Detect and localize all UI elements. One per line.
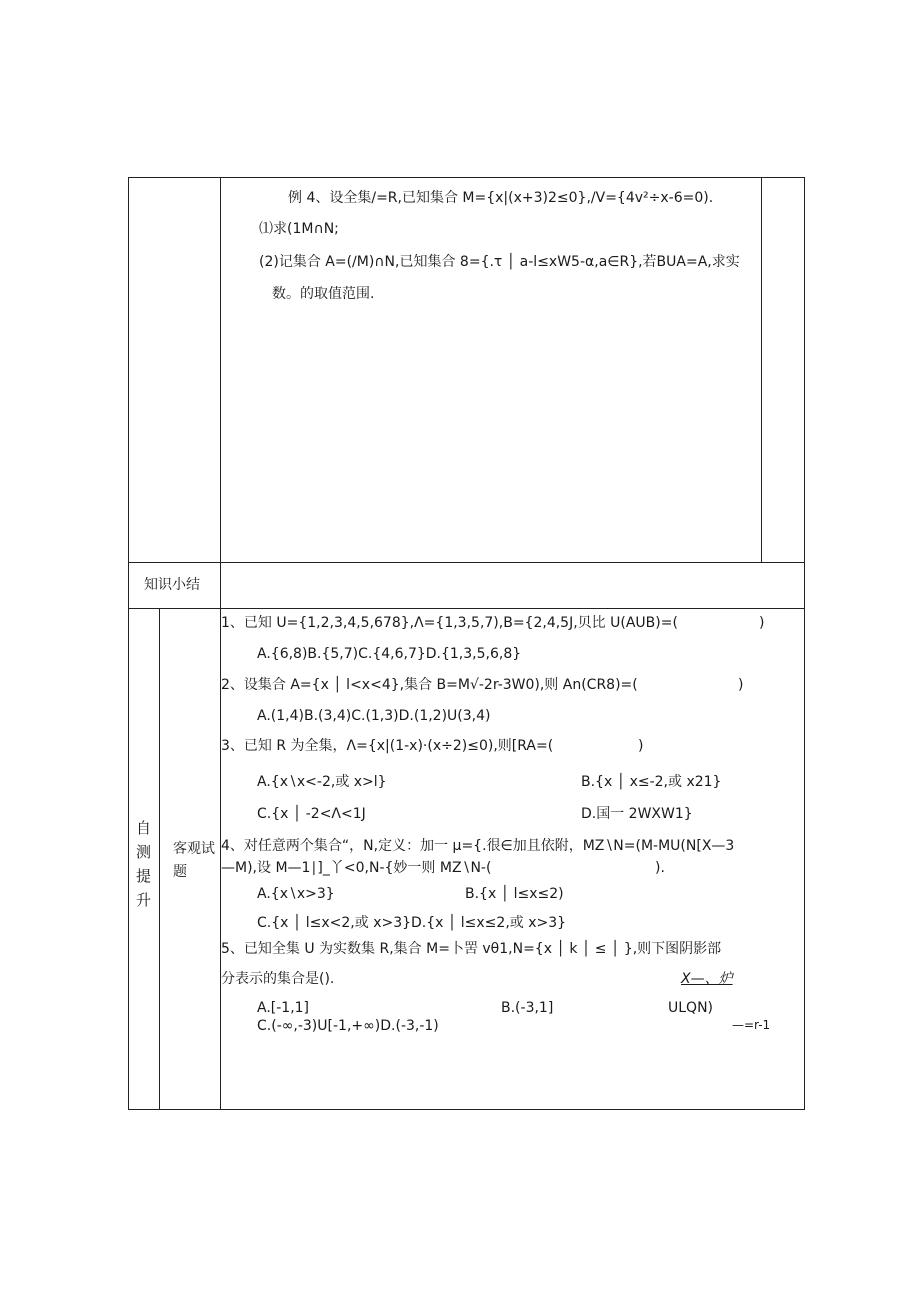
q3-option-b: B.{x │ x≤-2,或 x21} — [581, 774, 722, 790]
self-test-label-char: 测 — [136, 843, 152, 861]
table-border-top — [128, 177, 805, 178]
q3-stem: 3、已知 R 为全集，Λ={x|(1-x)·(x÷2)≤0),则[RA=( — [221, 738, 554, 754]
q1-stem: 1、已知 U={1,2,3,4,5,678},Λ={1,3,5,7),B={2,4,5J,贝比 U(AUB)=( — [221, 615, 678, 631]
self-test-label-char: 提 — [136, 867, 152, 885]
column-divider-right — [761, 177, 762, 562]
q1-options: A.{6,8)B.{5,7)C.{4,6,7}D.{1,3,5,6,8} — [257, 646, 522, 662]
q5-stem-line2: 分表示的集合是(). — [221, 971, 335, 987]
q1-close-paren: ) — [759, 615, 765, 631]
example4-question1: ⑴求(1M∩N; — [259, 221, 339, 237]
q5-figure-label: ULQN) — [668, 1000, 714, 1016]
example4-question2-line1: (2)记集合 A=(∕M)∩N,已知集合 8={.τ │ a-l≤xW5-α,a∈R},若BUA=A,求实 — [259, 254, 740, 270]
q4-close-paren: ). — [655, 860, 665, 876]
q2-options: A.(1,4)B.(3,4)C.(1,3)D.(1,2)U(3,4) — [257, 708, 491, 724]
objective-questions-label: 客观试 — [173, 841, 215, 857]
q2-close-paren: ) — [738, 677, 744, 693]
objective-questions-label-line2: 题 — [173, 864, 187, 880]
self-test-label-char: 升 — [136, 891, 152, 909]
q4-stem-line2: —M),设 M—1∣]_丫<0,N-{妙一则 MZ∖N-( — [221, 860, 492, 876]
q3-option-c: C.{x │ -2<Λ<1J — [257, 806, 366, 822]
q4-option-a: A.{x∖x>3} — [257, 886, 335, 902]
q4-stem-line1: 4、对任意两个集合“，N,定义：加一 μ={.很∈加且依附，MZ∖N=(M-MU(N[X—3 — [221, 838, 735, 854]
table-border-bottom — [128, 1109, 805, 1110]
q3-close-paren: ) — [638, 738, 644, 754]
q3-option-d: D.国一 2WXW1} — [581, 806, 693, 822]
q5-figure-label: X—、炉 — [681, 971, 733, 987]
knowledge-summary-label: 知识小结 — [144, 577, 200, 593]
q5-options-cd: C.(-∞,-3)U[-1,+∞)D.(-3,-1) — [257, 1018, 439, 1034]
q5-option-b: B.(-3,1] — [501, 1000, 554, 1016]
table-border-right — [804, 177, 805, 1110]
table-border-left — [128, 177, 129, 1110]
self-test-label-char: 自 — [136, 819, 152, 837]
q4-option-b: B.{x │ l≤x≤2) — [465, 886, 564, 902]
q3-option-a: A.{x∖x<-2,或 x>l} — [257, 774, 387, 790]
column-divider-self-test — [159, 608, 160, 1110]
example4-question2-line2: 数。的取值范围. — [272, 286, 375, 302]
q4-options-cd: C.{x │ l≤x<2,或 x>3}D.{x │ l≤x≤2,或 x>3} — [257, 915, 567, 931]
q2-stem: 2、设集合 A={x │ l<x<4},集合 B=M√-2r-3W0),则 An(CR8)=( — [221, 677, 638, 693]
row-divider-example — [128, 562, 805, 563]
q5-figure-label: —=r-1 — [732, 1018, 771, 1032]
row-divider-summary — [128, 608, 805, 609]
q5-option-a: A.[-1,1] — [257, 1000, 310, 1016]
example4-stem: 例 4、设全集/=R,已知集合 M={x|(x+3)2≤0},/V={4v²÷x-6=0). — [288, 190, 714, 206]
q5-stem-line1: 5、已知全集 U 为实数集 R,集合 M=卜罟 vθ1,N={x │ k │ ≤ │ },则下图阴影部 — [221, 941, 722, 957]
